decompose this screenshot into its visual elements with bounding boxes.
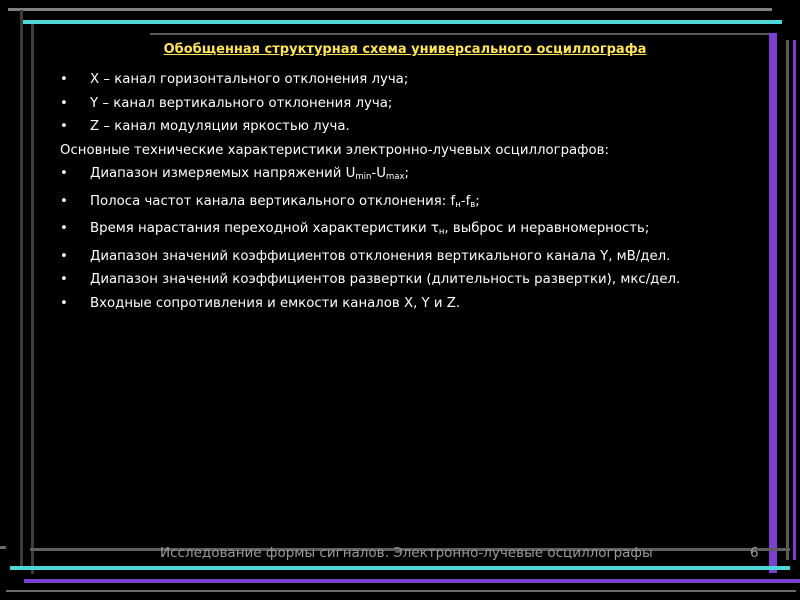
footer-text: Исследование формы сигналов. Электронно-лучевые осциллографы bbox=[160, 545, 653, 561]
list-item: • Диапазон значений коэффициентов отклонения вертикального канала Y, мВ/дел. bbox=[60, 245, 765, 269]
list-item: • Диапазон значений коэффициентов развертки (длительность развертки), мкс/дел. bbox=[60, 268, 765, 292]
bullet: • bbox=[60, 193, 68, 209]
list-item: • Z – канал модуляции яркостью луча. bbox=[60, 115, 765, 139]
decor-line bbox=[20, 10, 23, 570]
page-number: 6 bbox=[750, 545, 759, 561]
decor-line bbox=[31, 24, 34, 574]
decor-line bbox=[786, 40, 789, 560]
decor-line bbox=[22, 20, 782, 24]
bullet: • bbox=[60, 72, 68, 87]
bullet: • bbox=[60, 95, 68, 111]
characteristics-list bbox=[60, 162, 765, 315]
decor-line bbox=[769, 33, 777, 573]
list-item: • Y – канал вертикального отклонения луча; bbox=[60, 92, 765, 116]
list-item: • Входные сопротивления и емкости каналов X, Y и Z. bbox=[60, 292, 765, 316]
list-item: • Полоса частот канала вертикального отклонения: $f_н-f_в$; bbox=[60, 190, 765, 218]
decor-line bbox=[6, 590, 796, 592]
slide-content bbox=[60, 68, 765, 315]
slide-title: Обобщенная структурная схема универсального осциллографа bbox=[163, 42, 647, 57]
list-item: • Время нарастания переходной характеристики $\tau_н$, выброс и неравномерность; bbox=[60, 217, 765, 245]
bullet: • bbox=[60, 272, 68, 287]
decor-line bbox=[793, 40, 796, 560]
bullet: • bbox=[60, 248, 68, 264]
bullet: • bbox=[60, 221, 68, 236]
list-item: • Диапазон измеряемых напряжений $U_{min}-U_{max}$; bbox=[60, 162, 765, 190]
characteristics-heading: Основные технические характеристики электронно-лучевых осциллографов: bbox=[60, 142, 609, 158]
decor-line bbox=[10, 566, 790, 570]
decor-line bbox=[150, 33, 776, 35]
decor-line bbox=[0, 546, 6, 549]
decor-line bbox=[8, 8, 772, 11]
list-item: • X – канал горизонтального отклонения луча; bbox=[60, 68, 765, 92]
channel-list bbox=[60, 68, 765, 139]
bullet: • bbox=[60, 295, 68, 311]
decor-line bbox=[24, 579, 800, 583]
bullet: • bbox=[60, 166, 68, 181]
bullet: • bbox=[60, 119, 68, 134]
